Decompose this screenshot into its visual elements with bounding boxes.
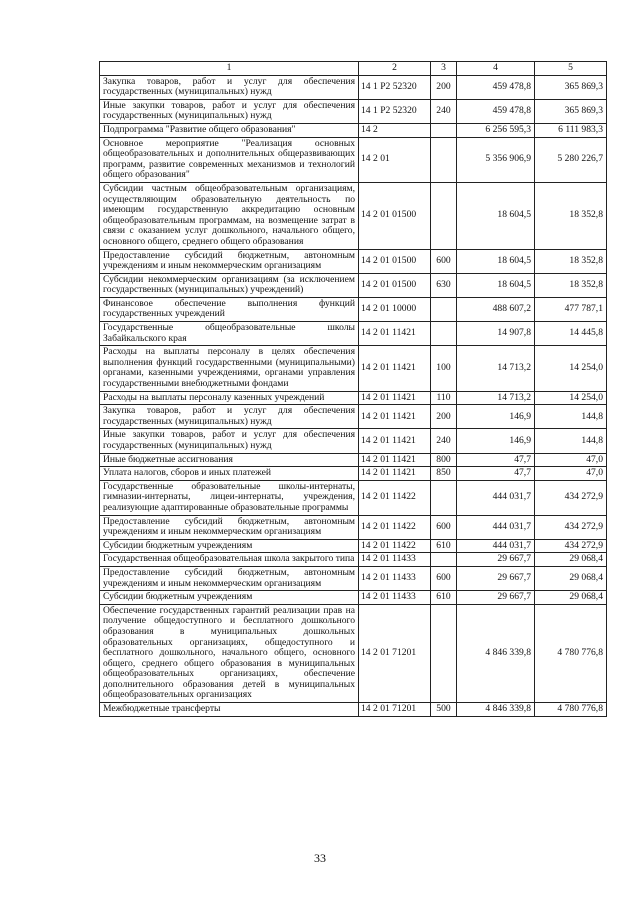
row-value-col5: 14 254,0: [535, 346, 607, 391]
row-name: Государственная общеобразовательная школа закрытого типа: [100, 553, 359, 567]
row-value-col4: 29 667,7: [457, 591, 535, 605]
row-name: Иные закупки товаров, работ и услуг для обеспечения государственных (муниципальных) нужд: [100, 429, 359, 453]
row-code: 14 2 01 11421: [359, 467, 431, 481]
row-expense-type: 500: [431, 703, 457, 717]
table-row: [100, 429, 607, 453]
row-value-col5: 5 280 226,7: [535, 137, 607, 182]
table-row: [100, 566, 607, 590]
row-value-col4: 18 604,5: [457, 249, 535, 273]
row-value-col4: 18 604,5: [457, 273, 535, 297]
row-value-col5: 29 068,4: [535, 553, 607, 567]
row-value-col4: 6 256 595,3: [457, 123, 535, 137]
row-code: 14 2 01 01500: [359, 273, 431, 297]
table-row: [100, 182, 607, 249]
row-value-col5: 47,0: [535, 453, 607, 467]
table-row: [100, 391, 607, 405]
row-value-col4: 29 667,7: [457, 553, 535, 567]
row-name: Финансовое обеспечение выполнения функций государственных учреждений: [100, 297, 359, 321]
row-value-col5: 365 869,3: [535, 75, 607, 99]
row-value-col5: 18 352,8: [535, 182, 607, 249]
table-row: [100, 591, 607, 605]
row-value-col5: 14 254,0: [535, 391, 607, 405]
table-row: [100, 515, 607, 539]
row-name: Субсидии бюджетным учреждениям: [100, 591, 359, 605]
row-code: 14 2 01 71201: [359, 703, 431, 717]
row-value-col5: 4 780 776,8: [535, 604, 607, 702]
row-value-col4: 14 713,2: [457, 346, 535, 391]
row-value-col4: 4 846 339,8: [457, 604, 535, 702]
row-value-col5: 365 869,3: [535, 99, 607, 123]
header-col-2: 2: [359, 62, 431, 76]
row-value-col5: 6 111 983,3: [535, 123, 607, 137]
row-value-col4: 14 713,2: [457, 391, 535, 405]
table-row: [100, 539, 607, 553]
row-name: Закупка товаров, работ и услуг для обеспечения государственных (муниципальных) нужд: [100, 405, 359, 429]
header-col-5: 5: [535, 62, 607, 76]
table-row: [100, 703, 607, 717]
row-value-col5: 47,0: [535, 467, 607, 481]
row-name: Расходы на выплаты персоналу в целях обеспечения выполнения функций государственными (муниципальными) органами, казенными учреждениями, органами управления государственными внебюджетными фондами: [100, 346, 359, 391]
row-expense-type: 240: [431, 429, 457, 453]
row-name: Предоставление субсидий бюджетным, автономным учреждениям и иным некоммерческим организациям: [100, 249, 359, 273]
row-value-col4: 444 031,7: [457, 539, 535, 553]
row-code: 14 2 01 01500: [359, 182, 431, 249]
table-header: [100, 62, 607, 76]
row-code: 14 2 01 11421: [359, 391, 431, 405]
row-expense-type: 610: [431, 591, 457, 605]
row-code: 14 2 01 11422: [359, 539, 431, 553]
row-name: Субсидии бюджетным учреждениям: [100, 539, 359, 553]
row-code: 14 1 P2 52320: [359, 99, 431, 123]
row-value-col5: 14 445,8: [535, 322, 607, 346]
table-row: [100, 467, 607, 481]
table-row: [100, 346, 607, 391]
row-code: 14 2 01 11421: [359, 453, 431, 467]
table-row: [100, 249, 607, 273]
table-row: [100, 273, 607, 297]
budget-table: [99, 61, 607, 717]
row-code: 14 2 01 11433: [359, 553, 431, 567]
row-value-col4: 14 907,8: [457, 322, 535, 346]
row-value-col4: 4 846 339,8: [457, 703, 535, 717]
row-value-col4: 488 607,2: [457, 297, 535, 321]
row-value-col5: 144,8: [535, 429, 607, 453]
table-row: [100, 123, 607, 137]
row-value-col5: 18 352,8: [535, 249, 607, 273]
row-expense-type: 110: [431, 391, 457, 405]
row-code: 14 2 01 11421: [359, 405, 431, 429]
row-value-col4: 459 478,8: [457, 75, 535, 99]
table-row: [100, 553, 607, 567]
row-code: 14 1 P2 52320: [359, 75, 431, 99]
row-expense-type: [431, 297, 457, 321]
row-code: 14 2 01 01500: [359, 249, 431, 273]
row-expense-type: [431, 604, 457, 702]
row-name: Закупка товаров, работ и услуг для обеспечения государственных (муниципальных) нужд: [100, 75, 359, 99]
row-code: 14 2 01 11421: [359, 346, 431, 391]
page-number: 33: [314, 851, 326, 865]
row-value-col4: 444 031,7: [457, 480, 535, 515]
row-value-col5: 434 272,9: [535, 515, 607, 539]
row-value-col4: 444 031,7: [457, 515, 535, 539]
row-expense-type: 240: [431, 99, 457, 123]
row-name: Межбюджетные трансферты: [100, 703, 359, 717]
row-expense-type: 200: [431, 75, 457, 99]
row-expense-type: 600: [431, 515, 457, 539]
row-expense-type: 200: [431, 405, 457, 429]
row-code: 14 2 01 11422: [359, 480, 431, 515]
row-value-col4: 47,7: [457, 453, 535, 467]
row-code: 14 2 01: [359, 137, 431, 182]
table-body: [100, 75, 607, 716]
row-code: 14 2 01 71201: [359, 604, 431, 702]
row-expense-type: [431, 123, 457, 137]
row-expense-type: 800: [431, 453, 457, 467]
header-col-1: 1: [100, 62, 359, 76]
row-value-col5: 434 272,9: [535, 480, 607, 515]
row-name: Государственные образовательные школы-интернаты, гимназии-интернаты, лицеи-интернаты, учреждения, реализующие адаптированные образовательные программы: [100, 480, 359, 515]
row-expense-type: 100: [431, 346, 457, 391]
row-name: Основное мероприятие "Реализация основных общеобразовательных и дополнительных общеразвивающих программ, развитие современных механизмов и технологий общего образования": [100, 137, 359, 182]
row-code: 14 2 01 11421: [359, 322, 431, 346]
row-value-col4: 29 667,7: [457, 566, 535, 590]
row-name: Предоставление субсидий бюджетным, автономным учреждениям и иным некоммерческим организациям: [100, 515, 359, 539]
row-value-col4: 459 478,8: [457, 99, 535, 123]
table-row: [100, 480, 607, 515]
row-code: 14 2 01 11421: [359, 429, 431, 453]
table-row: [100, 405, 607, 429]
row-name: Субсидии частным общеобразовательным организациям, осуществляющим образовательную деятельность по имеющим государственную аккредитацию основным общеобразовательным программам, на возмещение затрат в связи с оказанием услуг дошкольного, начального общего, основного общего, среднего общего образования: [100, 182, 359, 249]
table-row: [100, 453, 607, 467]
table-row: [100, 75, 607, 99]
row-expense-type: [431, 322, 457, 346]
table-row: [100, 137, 607, 182]
row-value-col4: 18 604,5: [457, 182, 535, 249]
row-expense-type: [431, 182, 457, 249]
row-code: 14 2 01 11433: [359, 566, 431, 590]
table-row: [100, 99, 607, 123]
row-value-col4: 146,9: [457, 405, 535, 429]
table-row: [100, 297, 607, 321]
row-value-col5: 29 068,4: [535, 591, 607, 605]
row-name: Предоставление субсидий бюджетным, автономным учреждениям и иным некоммерческим организациям: [100, 566, 359, 590]
row-value-col5: 434 272,9: [535, 539, 607, 553]
row-expense-type: 630: [431, 273, 457, 297]
row-name: Расходы на выплаты персоналу казенных учреждений: [100, 391, 359, 405]
row-name: Иные закупки товаров, работ и услуг для обеспечения государственных (муниципальных) нужд: [100, 99, 359, 123]
row-name: Государственные общеобразовательные школы Забайкальского края: [100, 322, 359, 346]
row-code: 14 2 01 11422: [359, 515, 431, 539]
row-name: Уплата налогов, сборов и иных платежей: [100, 467, 359, 481]
row-value-col5: 144,8: [535, 405, 607, 429]
row-value-col4: 47,7: [457, 467, 535, 481]
row-code: 14 2 01 11433: [359, 591, 431, 605]
header-row: [100, 62, 607, 76]
row-name: Подпрограмма "Развитие общего образования": [100, 123, 359, 137]
row-name: Иные бюджетные ассигнования: [100, 453, 359, 467]
row-value-col5: 18 352,8: [535, 273, 607, 297]
row-value-col5: 477 787,1: [535, 297, 607, 321]
table-row: [100, 604, 607, 702]
row-value-col4: 5 356 906,9: [457, 137, 535, 182]
row-name: Обеспечение государственных гарантий реализации прав на получение общедоступного и бесплатного дошкольного образования в муниципальных дошкольных образовательных организациях, общедоступного и бесплатного дошкольного, начального общего, основного общего, среднего общего образования в муниципальных общеобразовательных организациях, обеспечение дополнительного образования детей в муниципальных общеобразовательных организациях: [100, 604, 359, 702]
row-code: 14 2 01 10000: [359, 297, 431, 321]
row-value-col4: 146,9: [457, 429, 535, 453]
row-expense-type: [431, 553, 457, 567]
row-name: Субсидии некоммерческим организациям (за исключением государственных (муниципальных) учреждений): [100, 273, 359, 297]
row-expense-type: 610: [431, 539, 457, 553]
row-value-col5: 29 068,4: [535, 566, 607, 590]
row-expense-type: [431, 480, 457, 515]
row-expense-type: 600: [431, 566, 457, 590]
header-col-3: 3: [431, 62, 457, 76]
header-col-4: 4: [457, 62, 535, 76]
row-expense-type: 850: [431, 467, 457, 481]
row-value-col5: 4 780 776,8: [535, 703, 607, 717]
row-code: 14 2: [359, 123, 431, 137]
row-expense-type: [431, 137, 457, 182]
table-row: [100, 322, 607, 346]
row-expense-type: 600: [431, 249, 457, 273]
